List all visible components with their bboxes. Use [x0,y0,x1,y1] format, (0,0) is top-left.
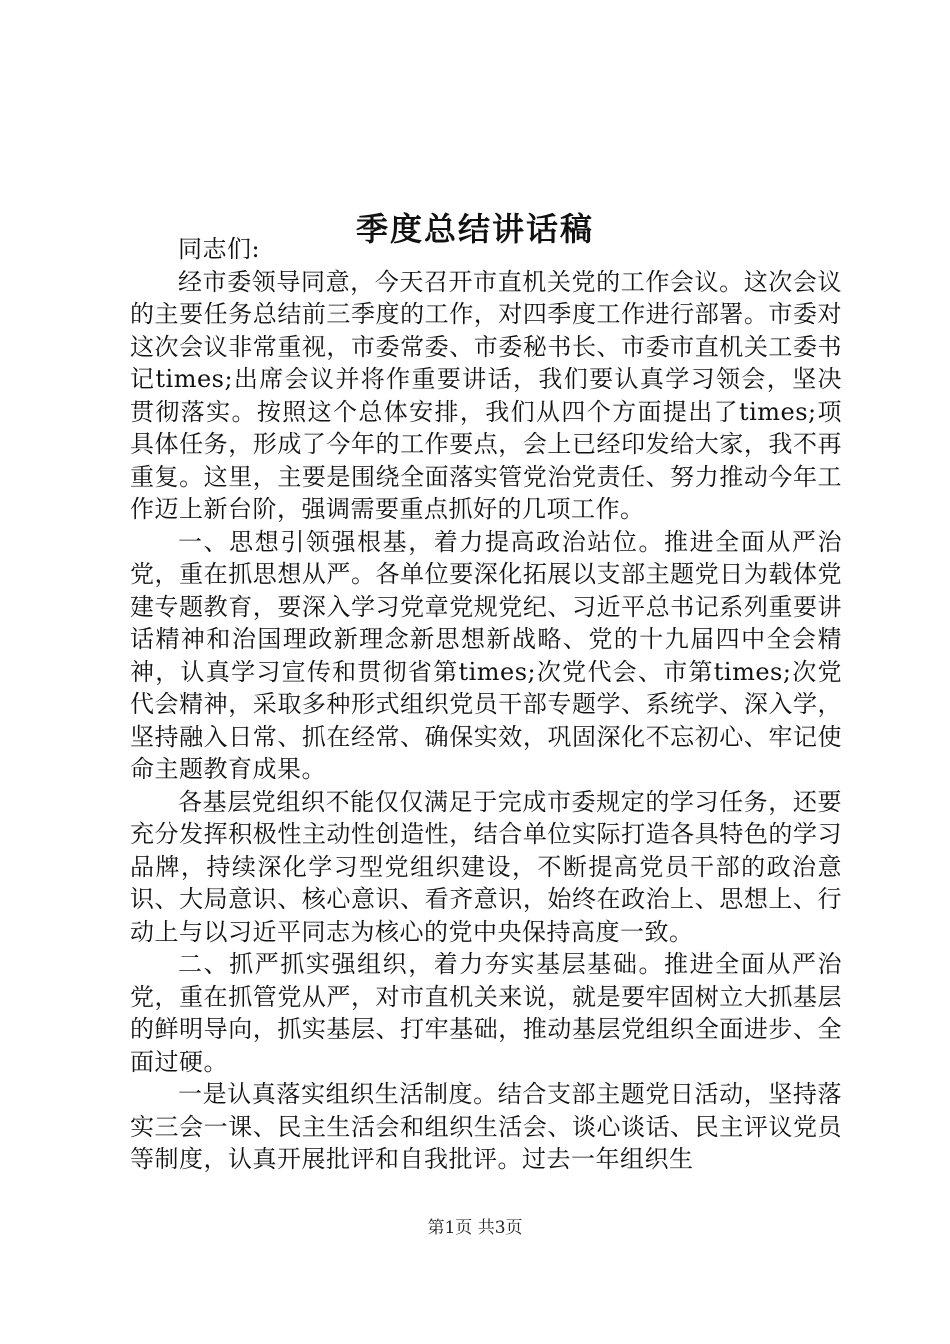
party-organization-paragraph: 各基层党组织不能仅仅满足于完成市委规定的学习任务，还要充分发挥积极性主动性创造性，结合单位实际打造各具特色的学习品牌，持续深化学习型党组织建设，不断提高党员干部的政治意识、大局意识、核心意识、看齐意识，始终在政治上、思想上、行动上与以习近平同志为核心的党中央保持高度一致。 [130,787,842,946]
greeting-paragraph: 同志们: [178,235,261,263]
document-title: 季度总结讲话稿 [355,210,594,249]
document-body [130,233,842,1176]
page-footer: 第1页 共3页 [427,1218,523,1238]
intro-paragraph: 经市委领导同意，今天召开市直机关党的工作会议。这次会议的主要任务总结前三季度的工作，对四季度工作进行部署。市委对这次会议非常重视，市委常委、市委秘书长、市委市直机关工委书记times;出席会议并将作重要讲话，我们要认真学习领会，坚决贯彻落实。按照这个总体安排，我们从四个方面提出了times;项具体任务，形成了今年的工作要点，会上已经印发给大家，我不再重复。这里，主要是围绕全面落实管党治党责任、努力推动今年工作迈上新台阶，强调需要重点抓好的几项工作。 [130,267,842,523]
organization-life-paragraph: 一是认真落实组织生活制度。结合支部主题党日活动，坚持落实三会一课、民主生活会和组织生活会、谈心谈话、民主评议党员等制度，认真开展批评和自我批评。过去一年组织生 [130,1080,842,1173]
section-one-paragraph: 一、思想引领强根基，着力提高政治站位。推进全面从严治党，重在抓思想从严。各单位要深化拓展以支部主题党日为载体党建专题教育，要深入学习党章党规党纪、习近平总书记系列重要讲话精神和治国理政新理念新思想新战略、党的十九届四中全会精神，认真学习宣传和贯彻省第times;次党代会、市第times;次党代会精神，采取多种形式组织党员干部专题学、系统学、深入学，坚持融入日常、抓在经常、确保实效，巩固深化不忘初心、牢记使命主题教育成果。 [130,527,842,783]
section-two-paragraph: 二、抓严抓实强组织，着力夯实基层基础。推进全面从严治党，重在抓管党从严，对市直机关来说，就是要牢固树立大抓基层的鲜明导向，抓实基层、打牢基础，推动基层党组织全面进步、全面过硬。 [130,950,842,1076]
